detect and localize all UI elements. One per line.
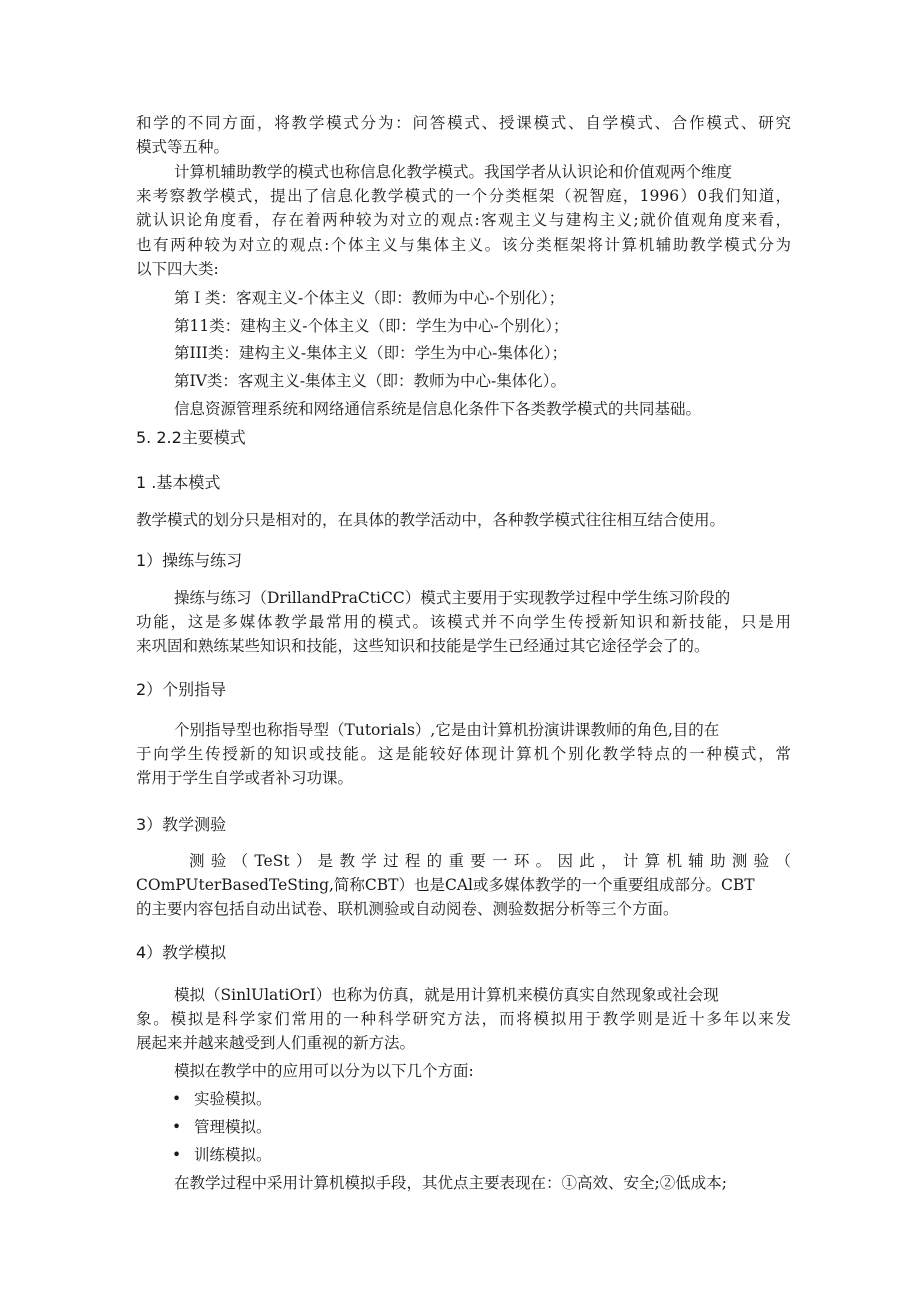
simulation-line-4: 模拟在教学中的应用可以分为以下几个方面: bbox=[174, 1062, 474, 1080]
simulation-line-1: 模拟（SinlUlatiOrI）也称为仿真，就是用计算机来模仿真实自然现象或社会现 bbox=[174, 986, 719, 1004]
basic-heading: 1 .基本模式 bbox=[136, 473, 221, 492]
drill-heading: 1）操练与练习 bbox=[136, 551, 243, 570]
bullet-item bbox=[172, 1143, 827, 1167]
drill-line-1: 操练与练习（DrillandPraCtiCC）模式主要用于实现教学过程中学生练习阶段的 bbox=[174, 589, 731, 607]
simulation-line-5: 在教学过程中采用计算机模拟手段，其优点主要表现在：①高效、安全;②低成本; bbox=[174, 1174, 727, 1192]
test-heading: 3）教学测验 bbox=[136, 815, 227, 834]
bullet-item bbox=[172, 1087, 827, 1111]
simulation-heading: 4）教学模拟 bbox=[136, 943, 227, 962]
tutorial-heading: 2）个别指导 bbox=[136, 680, 227, 699]
category-1: 第Ｉ类：客观主义-个体主义（即：教师为中心-个别化）； bbox=[174, 289, 565, 307]
simulation-line-3: 展起来并越来越受到人们重视的新方法。 bbox=[136, 1034, 416, 1052]
section-heading: 5. 2.2主要模式 bbox=[136, 428, 246, 447]
bullet-text: 训练模拟。 bbox=[194, 1146, 272, 1164]
test-line-3: 的主要内容包括自动出试卷、联机测验或自动阅卷、测验数据分析等三个方面。 bbox=[136, 900, 679, 918]
bullet-text: 实验模拟。 bbox=[194, 1090, 272, 1108]
cai-line-5: 以下四大类: bbox=[136, 260, 219, 278]
bullet-icon: • bbox=[172, 1146, 182, 1164]
foundation-text: 信息资源管理系统和网络通信系统是信息化条件下各类教学模式的共同基础。 bbox=[174, 400, 702, 418]
category-2: 第11类：建构主义-个体主义（即：学生为中心-个别化）； bbox=[174, 317, 569, 335]
intro-line-1: 和学的不同方面，将教学模式分为：问答模式、授课模式、自学模式、合作模式、研究 bbox=[136, 114, 791, 132]
bullet-icon: • bbox=[172, 1118, 182, 1136]
simulation-line-2: 象。模拟是科学家们常用的一种科学研究方法，而将模拟用于教学则是近十多年以来发 bbox=[136, 1010, 791, 1028]
tutorial-line-3: 常用于学生自学或者补习功课。 bbox=[136, 769, 354, 787]
test-line-2: COmPUterBasedTeSting,简称CBT）也是CAl或多媒体教学的一个重要组成部分。CBT bbox=[136, 876, 755, 894]
tutorial-line-1: 个别指导型也称指导型（Tutorials）,它是由计算机扮演讲课教师的角色,目的在 bbox=[174, 721, 720, 739]
drill-line-2: 功能，这是多媒体教学最常用的模式。该模式并不向学生传授新知识和新技能，只是用 bbox=[136, 613, 791, 631]
bullet-item bbox=[172, 1115, 827, 1139]
cai-line-3: 就认识论角度看，存在着两种较为对立的观点:客观主义与建构主义;就价值观角度来看， bbox=[136, 211, 791, 229]
tutorial-line-2: 于向学生传授新的知识或技能。这是能较好体现计算机个别化教学特点的一种模式，常 bbox=[136, 745, 791, 763]
bullet-icon: • bbox=[172, 1090, 182, 1108]
bullet-text: 管理模拟。 bbox=[194, 1118, 272, 1136]
cai-line-4: 也有两种较为对立的观点:个体主义与集体主义。该分类框架将计算机辅助教学模式分为 bbox=[136, 236, 791, 254]
cai-line-2: 来考察教学模式，提出了信息化教学模式的一个分类框架（祝智庭，1996）0我们知道， bbox=[136, 187, 791, 205]
category-3: 第III类：建构主义-集体主义（即：学生为中心-集体化）； bbox=[174, 344, 568, 362]
intro-line-2: 模式等五种。 bbox=[136, 138, 230, 156]
drill-line-3: 来巩固和熟练某些知识和技能，这些知识和技能是学生已经通过其它途径学会了的。 bbox=[136, 637, 710, 655]
test-line-1: 测验（TeSt）是教学过程的重要一环。因此，计算机辅助测验（ bbox=[189, 852, 791, 870]
category-4: 第IV类：客观主义-集体主义（即：教师为中心-集体化）。 bbox=[174, 372, 567, 390]
cai-line-1: 计算机辅助教学的模式也称信息化教学模式。我国学者从认识论和价值观两个维度 bbox=[174, 163, 733, 181]
basic-text: 教学模式的划分只是相对的，在具体的教学活动中，各种教学模式往往相互结合使用。 bbox=[136, 511, 726, 529]
